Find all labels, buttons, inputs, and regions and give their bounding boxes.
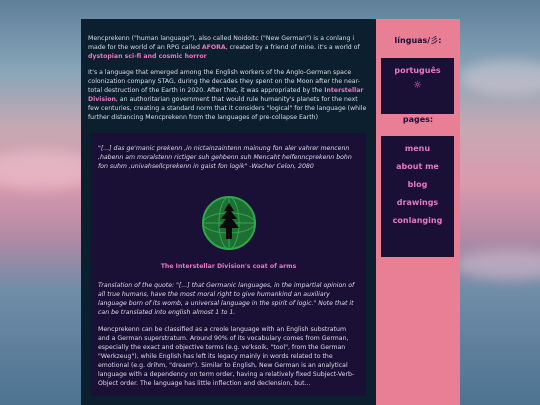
intro-text: , an authoritarian government that would rule humanity's planets for the next few centuries, creating a standard norm that it considers "logical" for the language (while further distancing Mencprekenn from the languages of pre-collapse Earth)	[88, 96, 367, 121]
intro-text: , created by a friend of mine. it's a world of	[225, 44, 360, 51]
languages-title: línguas/⼺:	[394, 36, 442, 45]
interstellar-division-link[interactable]: Interstellar Division	[88, 87, 364, 103]
intro-paragraph-2	[88, 68, 369, 122]
nav-link-blog[interactable]: blog	[407, 180, 428, 189]
emblem-caption: The Interstellar Division's coat of arms	[160, 263, 297, 270]
language-box	[381, 58, 454, 114]
globe-tree-emblem-icon	[201, 195, 257, 251]
body-paragraph: Mencprekenn can be classified as a creole language with an English substratum and a German superstratum. Around 90% of its vocabulary comes from German, especially the exact and objective terms (e.g. ve'ksoik, "tool", from the German "Werkzeug"), while English has left its legacy mainly in words related to the emotional (e.g. drihm, "dream"). Similar to English, New German is an analytical language with a dependency on term order, having a relatively fixed Subject-Verb-Object order. The language has little inflection and declension, but...	[98, 326, 355, 387]
sidebar	[376, 19, 460, 405]
quote-text: "[...] das ge'manic prekenn ,in nictainzaintenn mainung fon aler vahrer mencenn ,habenn am moralstenn rictiger suh gehbenn suh Mencaht helfenncprekenn bohn fon suhm ,univahsellcprekenn in gaist fon logik" -Wacher Celon, 2080	[98, 145, 352, 170]
background-cloud	[455, 250, 540, 280]
pages-title: pages:	[402, 115, 434, 124]
nav-link-about-me[interactable]: about me	[396, 162, 439, 171]
main-content	[81, 19, 376, 405]
nav-link-conlanging[interactable]: conlanging	[392, 216, 443, 225]
quote-box	[91, 133, 366, 396]
nav-link-menu[interactable]: menu	[404, 144, 431, 153]
language-link-portugues[interactable]: português	[394, 66, 441, 75]
intro-text: Mencprekenn ("human language"), also called Noidoitc ("New German") is a conlang i made for the world of an RPG called	[88, 35, 355, 51]
background-cloud	[460, 60, 540, 95]
sun-icon: ☼	[413, 80, 422, 91]
coat-of-arms	[98, 195, 359, 254]
translation-text: Translation of the quote: "[...] that Germanic languages, in the impartial opinion of all true humans, have the most moral right to give humankind an auxiliary language born of its womb, a universal language in the spirit of logic." Note that it can be translated into english almost 1 to 1.	[98, 282, 355, 316]
pages-box	[381, 136, 454, 257]
genre-link[interactable]: dystopian sci-fi and cosmic horror	[88, 53, 207, 60]
intro-text: It's a language that emerged among the English workers of the Anglo-German space colonization company STAG, during the decades they spent on the Moon after the near-total destruction of the Earth in 2020. After that, it was appropriated by the	[88, 69, 360, 94]
intro-paragraph-1	[88, 34, 369, 61]
afora-link[interactable]: AFORA	[201, 44, 226, 51]
nav-link-drawings[interactable]: drawings	[396, 198, 439, 207]
